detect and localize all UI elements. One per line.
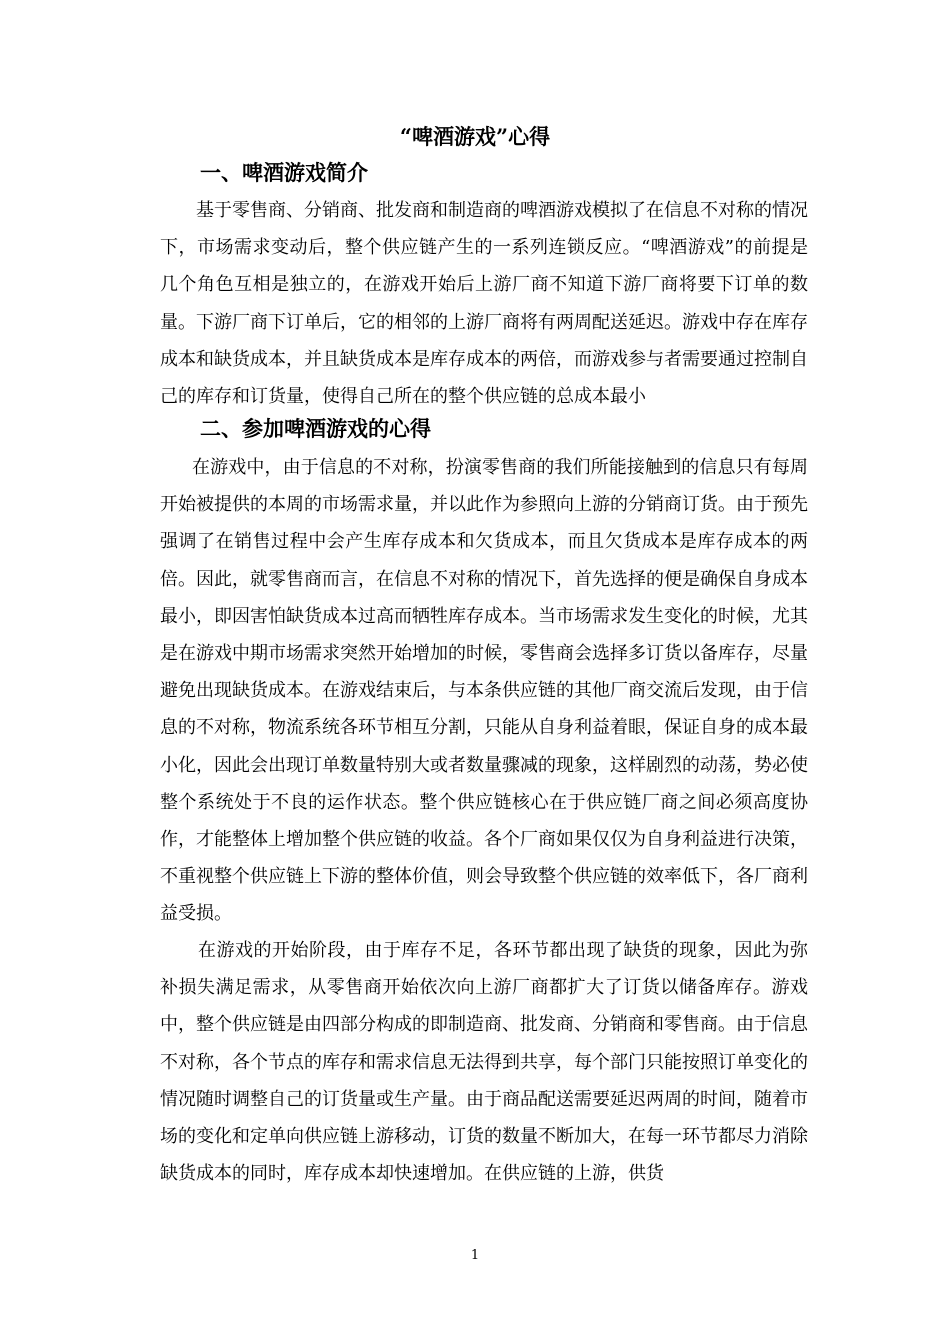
page-number: 1 xyxy=(470,1248,480,1263)
reflections-paragraph-2: 在游戏的开始阶段，由于库存不足，各环节都出现了缺货的现象，因此为弥补损失满足需求，从零售商开始依次向上游厂商都扩大了订货以储备库存。游戏中，整个供应链是由四部分构成的即制造商、批发商、分销商和零售商。由于信息不对称，各个节点的库存和需求信息无法得到共享，每个部门只能按照订单变化的情况随时调整自己的订货量或生产量。由于商品配送需要延迟两周的时间，随着市场的变化和定单向供应链上游移动，订货的数量不断加大，在每一环节都尽力消除缺货成本的同时，库存成本却快速增加。在供应链的上游，供货 xyxy=(160,940,808,1185)
document-title: “啤酒游戏”心得 xyxy=(399,124,551,149)
reflections-paragraph-1: 在游戏中，由于信息的不对称，扮演零售商的我们所能接触到的信息只有每周开始被提供的本周的市场需求量，并以此作为参照向上游的分销商订货。由于预先强调了在销售过程中会产生库存成本和欠货成本，而且欠货成本是库存成本的两倍。因此，就零售商而言，在信息不对称的情况下，首先选择的便是确保自身成本最小，即因害怕缺货成本过高而牺牲库存成本。当市场需求发生变化的时候，尤其是在游戏中期市场需求突然开始增加的时候，零售商会选择多订货以备库存，尽量避免出现缺货成本。在游戏结束后，与本条供应链的其他厂商交流后发现，由于信息的不对称，物流系统各环节相互分割，只能从自身利益着眼，保证自身的成本最小化，因此会出现订单数量特别大或者数量骤减的现象，这样剧烈的动荡，势必使整个系统处于不良的运作状态。整个供应链核心在于供应链厂商之间必须高度协作，才能整体上增加整个供应链的收益。各个厂商如果仅仅为自身利益进行决策，不重视整个供应链上下游的整体价值，则会导致整个供应链的效率低下，各厂商利益受损。 xyxy=(160,457,808,925)
section-heading-introduction: 一、啤酒游戏简介 xyxy=(200,160,368,185)
section-heading-reflections: 二、参加啤酒游戏的心得 xyxy=(200,416,431,441)
introduction-paragraph: 基于零售商、分销商、批发商和制造商的啤酒游戏模拟了在信息不对称的情况下，市场需求变动后，整个供应链产生的一系列连锁反应。“啤酒游戏”的前提是几个角色互相是独立的，在游戏开始后上游厂商不知道下游厂商将要下订单的数量。下游厂商下订单后，它的相邻的上游厂商将有两周配送延迟。游戏中存在库存成本和缺货成本，并且缺货成本是库存成本的两倍，而游戏参与者需要通过控制自己的库存和订货量，使得自己所在的整个供应链的总成本最小 xyxy=(160,200,808,408)
